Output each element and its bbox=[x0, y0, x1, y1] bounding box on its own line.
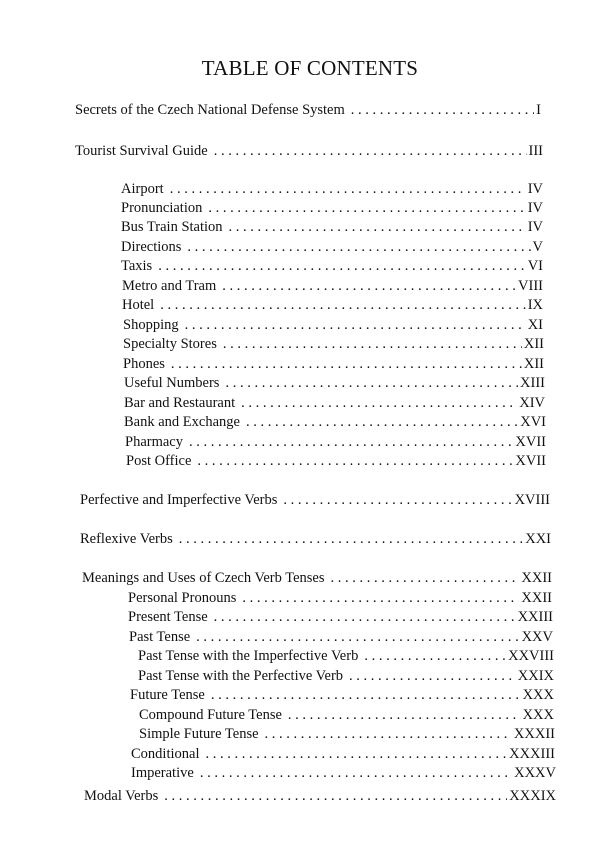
entry-label: Taxis bbox=[121, 258, 153, 274]
dot-leader bbox=[349, 668, 516, 685]
entry-page-number: XII bbox=[523, 336, 544, 352]
dot-leader bbox=[223, 336, 522, 353]
toc-entry bbox=[80, 492, 550, 509]
entry-page-number: XVII bbox=[515, 434, 546, 450]
entry-page-number: XXI bbox=[525, 531, 551, 547]
dot-leader bbox=[171, 356, 522, 373]
entry-page-number: XXXII bbox=[513, 726, 555, 742]
dot-leader bbox=[265, 726, 512, 743]
entry-page-number: XIII bbox=[520, 375, 545, 391]
entry-page-number: XI bbox=[527, 317, 543, 333]
entry-label: Shopping bbox=[123, 317, 179, 333]
toc-entry bbox=[121, 239, 543, 256]
entry-page-number: IV bbox=[527, 181, 543, 197]
entry-page-number: XXX bbox=[522, 707, 554, 723]
dot-leader bbox=[229, 219, 526, 236]
entry-page-number: XXXIII bbox=[509, 746, 555, 762]
toc-entry bbox=[129, 629, 553, 646]
toc-entry bbox=[84, 788, 556, 805]
toc-entry bbox=[128, 590, 552, 607]
dot-leader bbox=[205, 746, 507, 763]
dot-leader bbox=[211, 687, 521, 704]
page-title: TABLE OF CONTENTS bbox=[201, 56, 419, 80]
toc-entry bbox=[139, 726, 555, 743]
entry-label: Airport bbox=[121, 181, 164, 197]
toc-entry bbox=[124, 375, 545, 392]
toc-entry bbox=[121, 219, 543, 236]
toc-entry bbox=[125, 434, 546, 451]
toc-entry bbox=[121, 181, 543, 198]
entry-label: Specialty Stores bbox=[123, 336, 217, 352]
entry-page-number: I bbox=[536, 102, 541, 118]
dot-leader bbox=[330, 570, 519, 587]
dot-leader bbox=[288, 707, 521, 724]
toc-entry bbox=[130, 687, 554, 704]
dot-leader bbox=[222, 278, 516, 295]
toc-entry bbox=[122, 278, 543, 295]
entry-page-number: XXII bbox=[521, 570, 552, 586]
entry-page-number: XXX bbox=[522, 687, 554, 703]
toc-entry bbox=[124, 414, 546, 431]
entry-page-number: XXVIII bbox=[508, 648, 554, 664]
entry-label: Simple Future Tense bbox=[139, 726, 259, 742]
dot-leader bbox=[241, 395, 517, 412]
entry-page-number: V bbox=[532, 239, 543, 255]
entry-label: Phones bbox=[123, 356, 165, 372]
toc-entry bbox=[82, 570, 552, 587]
dot-leader bbox=[196, 629, 519, 646]
dot-leader bbox=[170, 181, 526, 198]
entry-label: Directions bbox=[121, 239, 182, 255]
entry-page-number: XII bbox=[523, 356, 544, 372]
dot-leader bbox=[179, 531, 523, 548]
entry-page-number: XXXV bbox=[514, 765, 556, 781]
entry-label: Modal Verbs bbox=[84, 788, 159, 804]
entry-label: Imperative bbox=[131, 765, 194, 781]
dot-leader bbox=[158, 258, 525, 275]
entry-label: Metro and Tram bbox=[122, 278, 217, 294]
dot-leader bbox=[283, 492, 512, 509]
entry-label: Post Office bbox=[126, 453, 192, 469]
entry-page-number: XVIII bbox=[514, 492, 550, 508]
entry-label: Tourist Survival Guide bbox=[75, 143, 208, 159]
dot-leader bbox=[364, 648, 506, 665]
entry-label: Bar and Restaurant bbox=[124, 395, 236, 411]
entry-page-number: XXIX bbox=[517, 668, 554, 684]
entry-label: Compound Future Tense bbox=[139, 707, 282, 723]
toc-entry bbox=[123, 317, 543, 334]
dot-leader bbox=[214, 143, 527, 160]
toc-entry bbox=[123, 336, 544, 353]
toc-entry bbox=[121, 200, 543, 217]
dot-leader bbox=[208, 200, 525, 217]
entry-page-number: XXV bbox=[521, 629, 553, 645]
dot-leader bbox=[200, 765, 512, 782]
toc-entry bbox=[75, 143, 543, 160]
entry-label: Meanings and Uses of Czech Verb Tenses bbox=[82, 570, 325, 586]
entry-label: Bank and Exchange bbox=[124, 414, 240, 430]
dot-leader bbox=[160, 297, 525, 314]
entry-label: Reflexive Verbs bbox=[80, 531, 173, 547]
dot-leader bbox=[242, 590, 519, 607]
toc-entry bbox=[121, 258, 543, 275]
entry-page-number: IV bbox=[527, 219, 543, 235]
toc-entry bbox=[131, 746, 555, 763]
toc-entry bbox=[128, 609, 553, 626]
dot-leader bbox=[189, 434, 513, 451]
dot-leader bbox=[197, 453, 513, 470]
entry-label: Present Tense bbox=[128, 609, 208, 625]
entry-label: Useful Numbers bbox=[124, 375, 220, 391]
entry-label: Future Tense bbox=[130, 687, 205, 703]
toc-entry bbox=[123, 356, 544, 373]
toc-entry bbox=[122, 297, 543, 314]
entry-page-number: XVII bbox=[515, 453, 546, 469]
dot-leader bbox=[185, 317, 526, 334]
dot-leader bbox=[214, 609, 516, 626]
entry-label: Hotel bbox=[122, 297, 155, 313]
dot-leader bbox=[351, 102, 534, 119]
entry-label: Pronunciation bbox=[121, 200, 203, 216]
entry-page-number: IV bbox=[527, 200, 543, 216]
toc-entry bbox=[131, 765, 556, 782]
entry-label: Conditional bbox=[131, 746, 200, 762]
dot-leader bbox=[246, 414, 518, 431]
toc-entry bbox=[126, 453, 546, 470]
entry-page-number: XXIII bbox=[517, 609, 553, 625]
entry-page-number: VI bbox=[527, 258, 543, 274]
toc-entry bbox=[138, 668, 554, 685]
dot-leader bbox=[225, 375, 518, 392]
toc-entry bbox=[75, 102, 541, 119]
dot-leader bbox=[164, 788, 507, 805]
toc-entry bbox=[139, 707, 554, 724]
entry-label: Past Tense with the Perfective Verb bbox=[138, 668, 344, 684]
entry-label: Secrets of the Czech National Defense System bbox=[75, 102, 345, 118]
entry-page-number: IX bbox=[527, 297, 543, 313]
toc-entry bbox=[138, 648, 554, 665]
entry-label: Past Tense with the Imperfective Verb bbox=[138, 648, 359, 664]
toc-entry bbox=[124, 395, 545, 412]
entry-label: Bus Train Station bbox=[121, 219, 223, 235]
toc-entry bbox=[80, 531, 551, 548]
dot-leader bbox=[187, 239, 530, 256]
entry-page-number: XIV bbox=[519, 395, 545, 411]
entry-page-number: XXXIX bbox=[509, 788, 556, 804]
entry-page-number: III bbox=[528, 143, 543, 159]
entry-label: Past Tense bbox=[129, 629, 191, 645]
entry-label: Perfective and Imperfective Verbs bbox=[80, 492, 278, 508]
entry-label: Pharmacy bbox=[125, 434, 183, 450]
entry-page-number: VIII bbox=[518, 278, 543, 294]
entry-page-number: XVI bbox=[520, 414, 546, 430]
entry-label: Personal Pronouns bbox=[128, 590, 237, 606]
entry-page-number: XXII bbox=[521, 590, 552, 606]
